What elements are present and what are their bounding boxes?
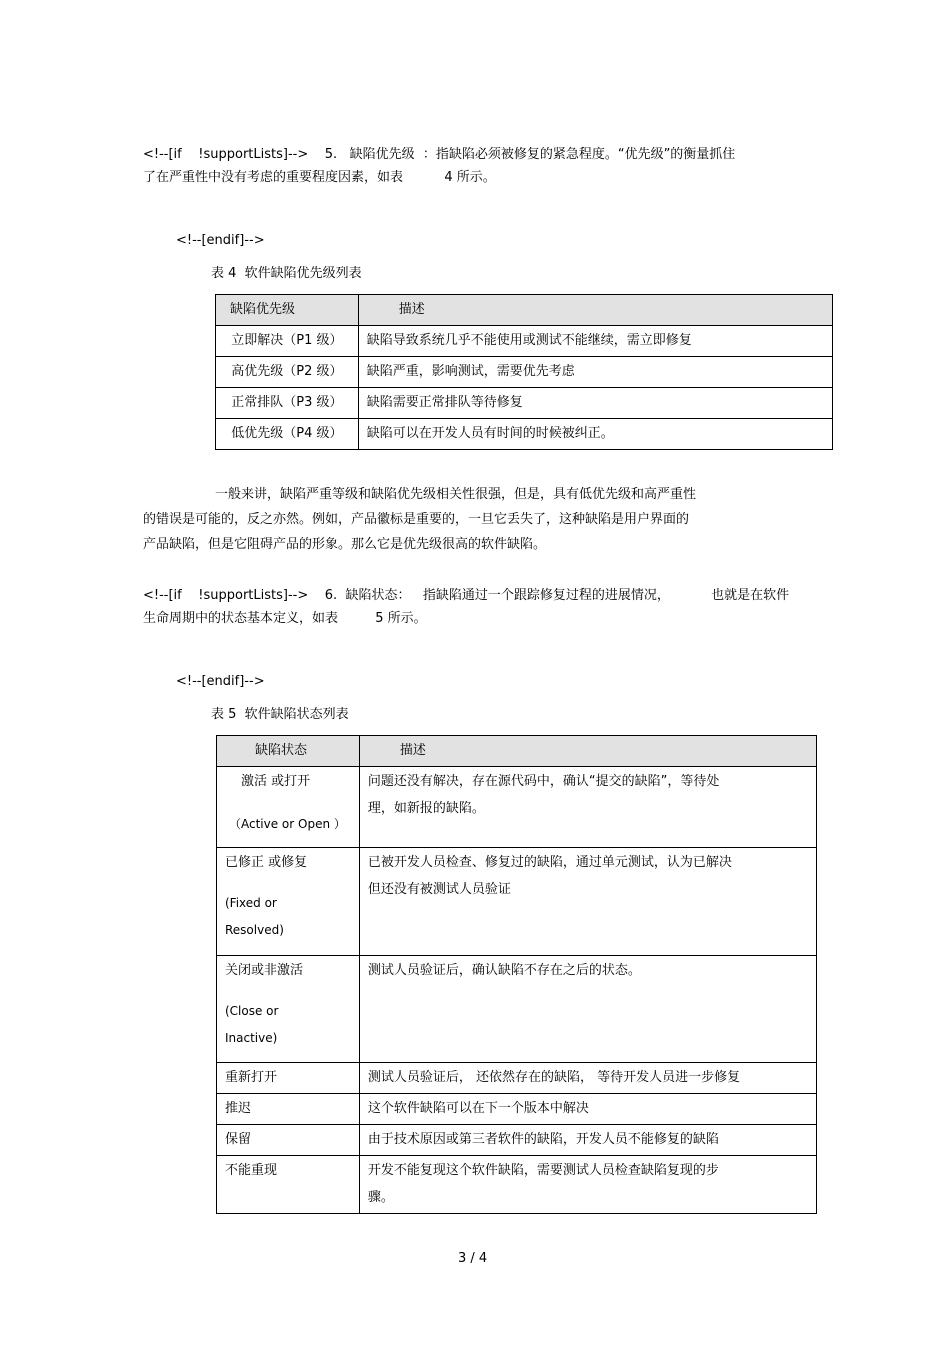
state-label-en: Inactive) bbox=[225, 1031, 278, 1045]
section6-line2: 生命周期中的状态基本定义，如表 5 所示。 bbox=[143, 611, 427, 626]
table4-cell-desc: 缺陷导致系统几乎不能使用或测试不能继续，需立即修复 bbox=[358, 326, 832, 357]
table5-cell-state: 推迟 bbox=[217, 1094, 360, 1125]
page-number: 3 / 4 bbox=[458, 1251, 488, 1266]
section6-endif: <!--[endif]--> bbox=[176, 674, 265, 689]
table5-header-state: 缺陷状态 bbox=[217, 736, 360, 767]
section6-line1: <!--[if !supportLists]--> 6. 缺陷状态： 指缺陷通过一个跟踪修复过程的进展情况， 也就是在软件 bbox=[143, 588, 790, 603]
table5-header-desc: 描述 bbox=[359, 736, 816, 767]
section5-line1: <!--[if !supportLists]--> 5. 缺陷优先级 ：指缺陷必须被修复的紧急程度。“优先级”的衡量抓住 bbox=[143, 147, 736, 162]
table-row bbox=[217, 767, 817, 848]
state-label-en: (Fixed or bbox=[225, 896, 277, 910]
table5-cell-desc bbox=[359, 848, 816, 956]
desc-line: 骤。 bbox=[367, 1190, 394, 1205]
section5-line2: 了在严重性中没有考虑的重要程度因素，如表 4 所示。 bbox=[143, 170, 496, 185]
desc-line: 开发不能复现这个软件缺陷，需要测试人员检查缺陷复现的步 bbox=[367, 1163, 719, 1178]
table4-header-row bbox=[216, 295, 833, 326]
table-row bbox=[216, 388, 833, 419]
table5-cell-state: 保留 bbox=[217, 1125, 360, 1156]
table5-cell-desc: 由于技术原因或第三者软件的缺陷，开发人员不能修复的缺陷 bbox=[359, 1125, 816, 1156]
desc-line: 但还没有被测试人员验证 bbox=[367, 882, 511, 897]
table4-cell-priority: 正常排队（P3 级） bbox=[216, 388, 359, 419]
table4-cell-priority: 高优先级（P2 级） bbox=[216, 357, 359, 388]
table5-cell-state bbox=[217, 848, 360, 956]
table4-header-desc: 描述 bbox=[358, 295, 832, 326]
table5-cell-desc bbox=[359, 956, 816, 1063]
paragraph-line3: 产品缺陷，但是它阻碍产品的形象。那么它是优先级很高的软件缺陷。 bbox=[143, 537, 547, 552]
state-label-en: (Close or bbox=[225, 1004, 279, 1018]
table5-cell-desc: 测试人员验证后， 还依然存在的缺陷， 等待开发人员进一步修复 bbox=[359, 1063, 816, 1094]
table5-cell-state bbox=[217, 767, 360, 848]
table-row bbox=[216, 326, 833, 357]
desc-line: 已被开发人员检查、修复过的缺陷，通过单元测试，认为已解决 bbox=[367, 855, 732, 870]
table4-cell-desc: 缺陷严重，影响测试，需要优先考虑 bbox=[358, 357, 832, 388]
table-row bbox=[217, 1063, 817, 1094]
table4-cell-priority: 立即解决（P1 级） bbox=[216, 326, 359, 357]
paragraph-line1: 一般来讲，缺陷严重等级和缺陷优先级相关性很强，但是，具有低优先级和高严重性 bbox=[215, 487, 697, 502]
desc-line: 理，如新报的缺陷。 bbox=[367, 801, 485, 816]
table5-cell-state bbox=[217, 956, 360, 1063]
table-row bbox=[217, 1156, 817, 1214]
table-row bbox=[217, 848, 817, 956]
state-label-en: Resolved) bbox=[225, 923, 284, 937]
table5-header-row bbox=[217, 736, 817, 767]
table-row bbox=[217, 956, 817, 1063]
table-row bbox=[216, 357, 833, 388]
table4-caption: 表 4 软件缺陷优先级列表 bbox=[211, 266, 362, 281]
state-label: 关闭或非激活 bbox=[225, 963, 304, 978]
state-label: 已修正 或修复 bbox=[225, 855, 308, 870]
table5-caption: 表 5 软件缺陷状态列表 bbox=[211, 707, 349, 722]
table5 bbox=[216, 735, 817, 1214]
table4-header-priority: 缺陷优先级 bbox=[216, 295, 359, 326]
paragraph-line2: 的错误是可能的，反之亦然。例如，产品徽标是重要的，一旦它丢失了，这种缺陷是用户界面的 bbox=[143, 512, 690, 527]
table5-cell-desc bbox=[359, 767, 816, 848]
table4-cell-desc: 缺陷可以在开发人员有时间的时候被纠正。 bbox=[358, 419, 832, 450]
table-row bbox=[217, 1125, 817, 1156]
table5-cell-desc: 这个软件缺陷可以在下一个版本中解决 bbox=[359, 1094, 816, 1125]
table5-cell-state: 不能重现 bbox=[217, 1156, 360, 1214]
table-row bbox=[216, 419, 833, 450]
state-label: 激活 或打开 bbox=[241, 774, 311, 789]
table4-cell-priority: 低优先级（P4 级） bbox=[216, 419, 359, 450]
table5-cell-desc bbox=[359, 1156, 816, 1214]
state-label-en: （Active or Open ） bbox=[229, 817, 346, 831]
section5-endif: <!--[endif]--> bbox=[176, 233, 265, 248]
table4-cell-desc: 缺陷需要正常排队等待修复 bbox=[358, 388, 832, 419]
table-row bbox=[217, 1094, 817, 1125]
desc-line: 问题还没有解决，存在源代码中，确认“提交的缺陷”，等待处 bbox=[367, 774, 720, 789]
desc-line: 测试人员验证后，确认缺陷不存在之后的状态。 bbox=[367, 963, 641, 978]
table5-cell-state: 重新打开 bbox=[217, 1063, 360, 1094]
table4 bbox=[215, 294, 833, 450]
